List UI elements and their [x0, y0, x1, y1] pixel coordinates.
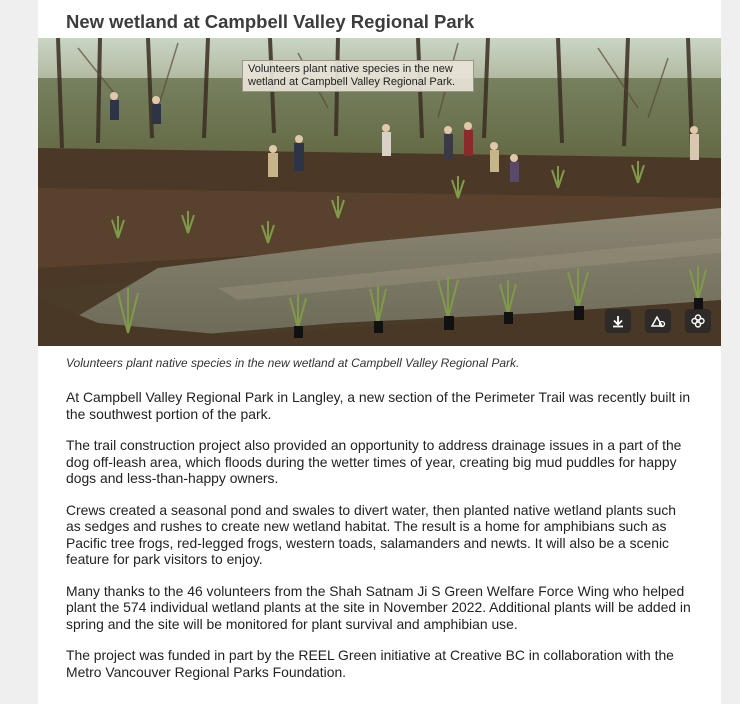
article-page: [38, 0, 721, 704]
article-title: New wetland at Campbell Valley Regional Park: [66, 11, 475, 32]
paragraph: Crews created a seasonal pond and swales to divert water, then planted native wetland plants such as sedges and rushes to create new wetland habitat. The result is a home for amphibians such as Pacific tree frogs, red-legged frogs, western toads, salamanders and newts. It will also be a scenic feature for park visitors to enjoy.: [66, 501, 677, 567]
image-search-icon: [650, 313, 666, 329]
paragraph: The project was funded in part by the REEL Green initiative at Creative BC in collaboration with the Metro Vancouver Regional Parks Foundation.: [66, 647, 674, 680]
download-icon: [611, 314, 625, 328]
wetland-photo[interactable]: [38, 38, 721, 346]
image-tooltip: Volunteers plant native species in the new wetland at Campbell Valley Regional Park.: [242, 60, 474, 92]
image-search-button[interactable]: [645, 309, 671, 333]
article-body: [66, 389, 691, 695]
download-button[interactable]: [605, 309, 631, 333]
settings-flower-icon: [690, 313, 706, 329]
image-caption: Volunteers plant native species in the new wetland at Campbell Valley Regional Park.: [66, 356, 520, 370]
paragraph: Many thanks to the 46 volunteers from the Shah Satnam Ji S Green Welfare Force Wing who helped plant the 574 individual wetland plants at the site in November 2022. Additional plants will be added in spring and the site will be monitored for plant survival and amphibian use.: [66, 582, 691, 632]
settings-flower-button[interactable]: [685, 309, 711, 333]
paragraph: The trail construction project also provided an opportunity to address drainage issues in a part of the dog off-leash area, which floods during the wetter times of year, creating big mud puddles for happy dogs and less-than-happy owners.: [66, 437, 682, 486]
paragraph: At Campbell Valley Regional Park in Langley, a new section of the Perimeter Trail was recently built in the southwest portion of the park.: [66, 389, 691, 422]
